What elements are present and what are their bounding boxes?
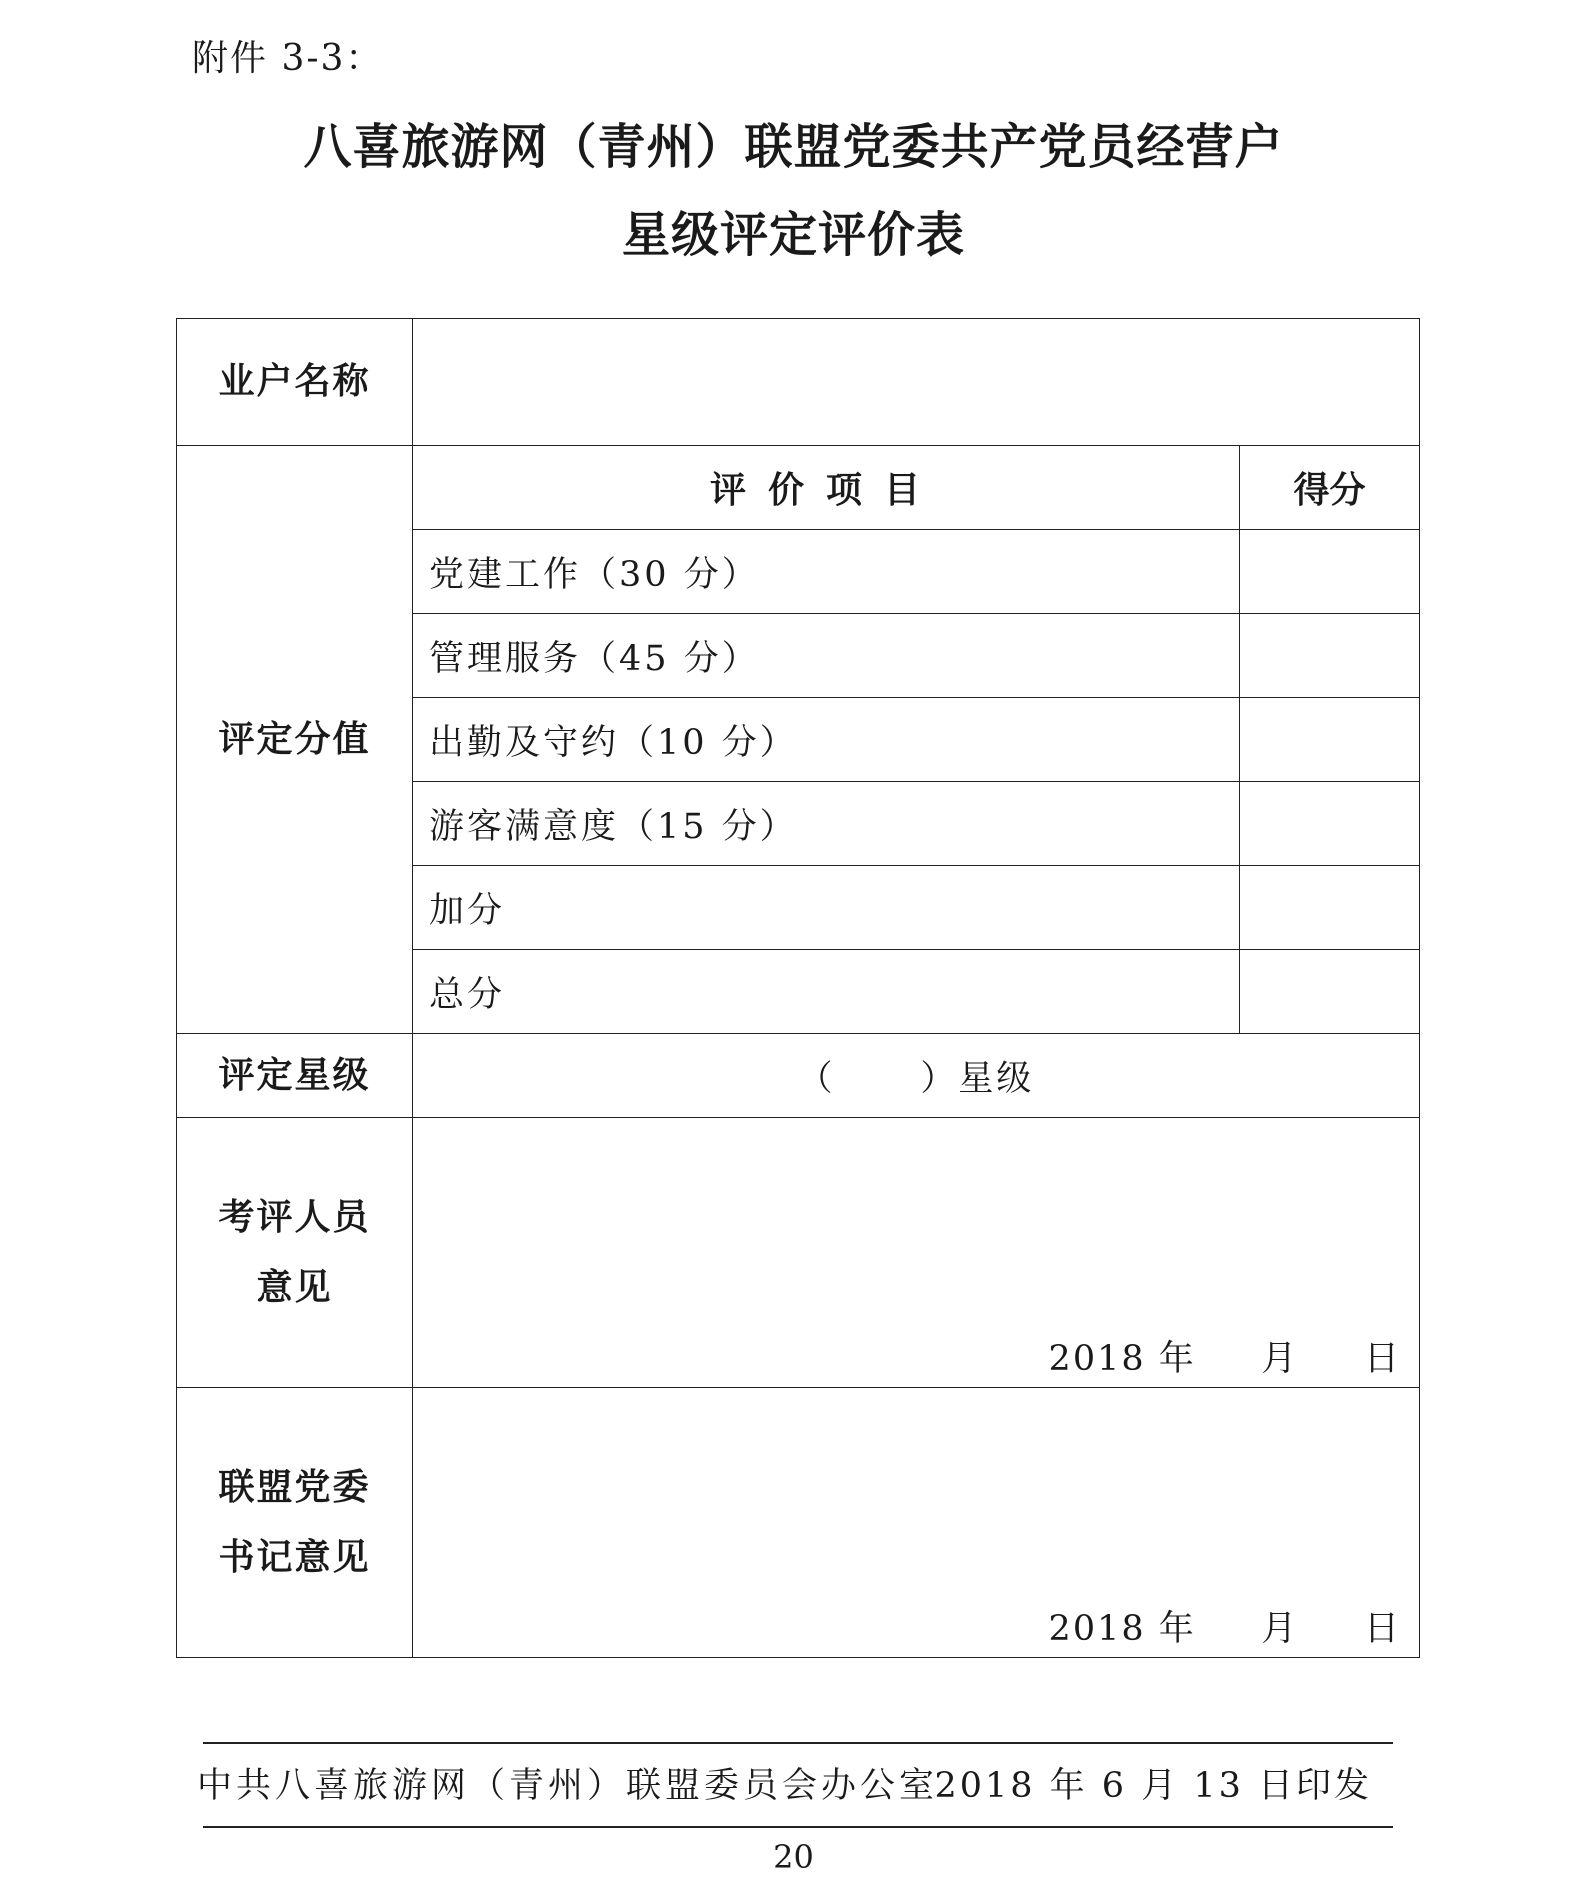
reviewer-opinion-label [177, 1118, 413, 1388]
footer-issue-date: 2018 年 6 月 13 日印发 [934, 1766, 1372, 1806]
page-number: 20 [773, 1838, 814, 1876]
reviewer-opinion-field[interactable] [413, 1118, 1420, 1388]
reviewer-date: 2018 年 月 日 [1048, 1339, 1401, 1379]
attachment-label: 附件 3-3： [192, 38, 384, 79]
header-evaluation-item: 评价项目 [413, 446, 1240, 530]
star-rating-label: 评定星级 [177, 1034, 413, 1118]
score-cell[interactable] [1240, 866, 1420, 950]
merchant-name-field[interactable] [413, 319, 1420, 446]
score-cell[interactable] [1240, 614, 1420, 698]
page-title-line2: 星级评定评价表 [621, 207, 965, 263]
footer-bottom-rule [203, 1826, 1393, 1828]
reviewer-label-line1: 考评人员 [218, 1196, 371, 1238]
item-label: 总分 [413, 950, 1240, 1034]
secretary-opinion-field[interactable] [413, 1388, 1420, 1658]
item-label: 管理服务（45 分） [413, 614, 1240, 698]
score-cell[interactable] [1240, 530, 1420, 614]
secretary-date: 2018 年 月 日 [1048, 1609, 1401, 1649]
secretary-opinion-label [177, 1388, 413, 1658]
footer-top-rule [203, 1742, 1393, 1744]
item-label: 加分 [413, 866, 1240, 950]
star-rating-field[interactable]: （ ）星级 [413, 1034, 1420, 1118]
page-title-line1: 八喜旅游网（青州）联盟党委共产党员经营户 [303, 119, 1284, 175]
score-cell[interactable] [1240, 698, 1420, 782]
secretary-label-line1: 联盟党委 [218, 1466, 371, 1508]
evaluation-form-table [176, 318, 1420, 1658]
item-label: 出勤及守约（10 分） [413, 698, 1240, 782]
reviewer-label-line2: 意见 [256, 1266, 333, 1308]
score-section-label: 评定分值 [177, 446, 413, 1034]
secretary-label-line2: 书记意见 [218, 1536, 371, 1578]
score-cell[interactable] [1240, 950, 1420, 1034]
footer-issuer: 中共八喜旅游网（青州）联盟委员会办公室 [197, 1766, 939, 1806]
header-score: 得分 [1240, 446, 1420, 530]
item-label: 党建工作（30 分） [413, 530, 1240, 614]
merchant-name-label: 业户名称 [177, 319, 413, 446]
score-cell[interactable] [1240, 782, 1420, 866]
item-label: 游客满意度（15 分） [413, 782, 1240, 866]
